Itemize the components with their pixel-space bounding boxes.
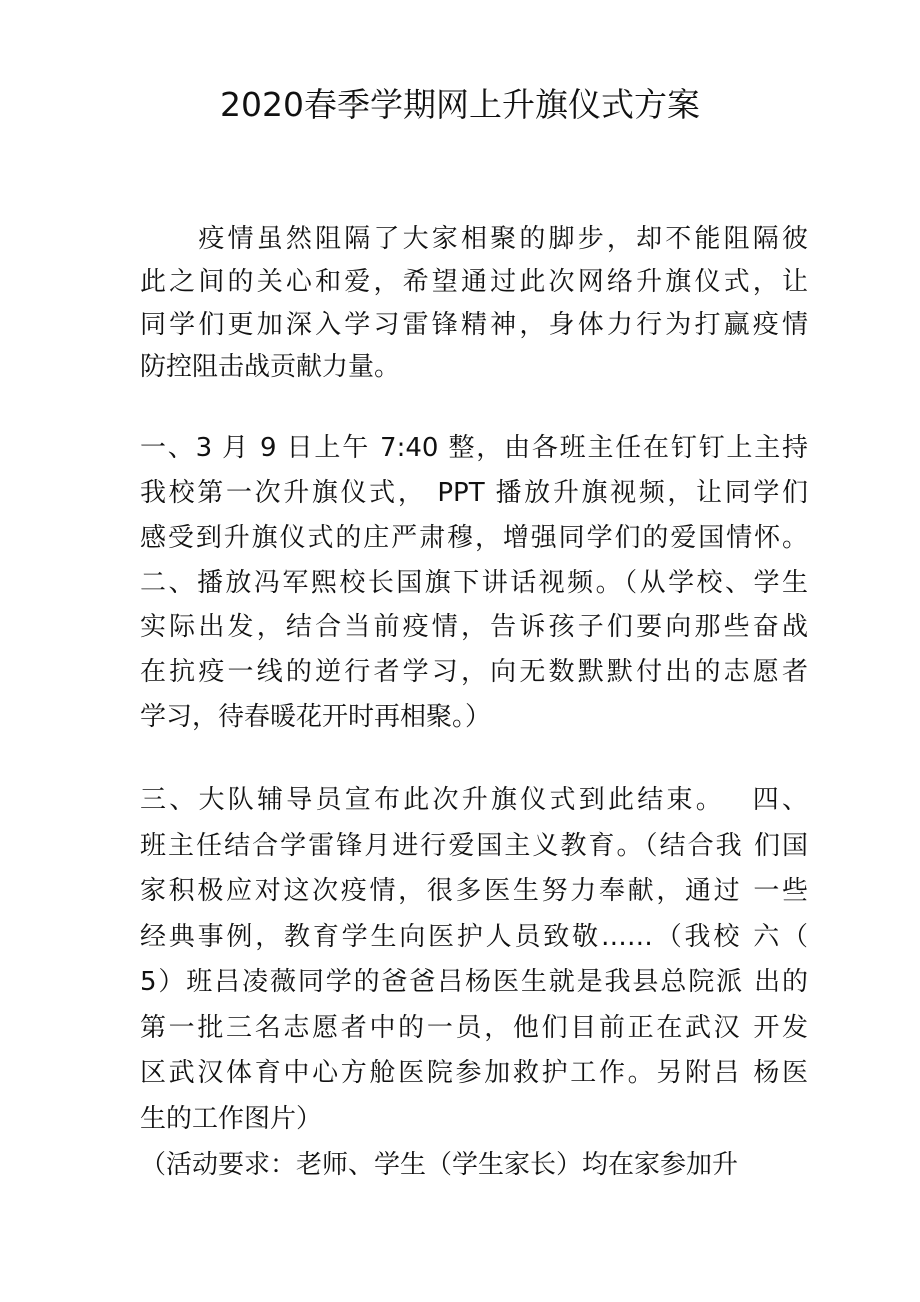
text-line: 经典事例，教育学生向医护人员致敬……（我校 六（ [140, 922, 808, 952]
text-line: 感受到升旗仪式的庄严肃穆，增强同学们的爱国情怀。 [140, 523, 808, 553]
text-line: 第一批三名志愿者中的一员，他们目前正在武汉 开发 [140, 1013, 808, 1043]
text-line: 家积极应对这次疫情，很多医生努力奉献，通过 一些 [140, 876, 808, 906]
text-line: 二、播放冯军熙校长国旗下讲话视频。（从学校、学生 [140, 568, 808, 598]
text-line: 三、大队辅导员宣布此次升旗仪式到此结束。 四、 [140, 785, 808, 815]
text-line: 5）班吕凌薇同学的爸爸吕杨医生就是我县总院派 出的 [140, 967, 808, 997]
text-line: 我校第一次升旗仪式， PPT 播放升旗视频，让同学们 [140, 478, 808, 508]
text-line: 区武汉体育中心方舱医院参加救护工作。另附吕 杨医 [140, 1058, 808, 1088]
text-line: 生的工作图片） [140, 1104, 323, 1134]
text-line: 同学们更加深入学习雷锋精神，身体力行为打赢疫情 [140, 310, 808, 340]
text-line: 学习，待春暖花开时再相聚。） [140, 702, 492, 732]
text-line: 在抗疫一线的逆行者学习，向无数默默付出的志愿者 [140, 657, 808, 687]
text-line: （活动要求：老师、学生（学生家长）均在家参加升 [140, 1150, 739, 1180]
text-line: 此之间的关心和爱，希望通过此次网络升旗仪式，让 [140, 267, 808, 297]
text-line: 班主任结合学雷锋月进行爱国主义教育。（结合我 们国 [140, 831, 808, 861]
text-line: 疫情虽然阻隔了大家相聚的脚步，却不能阻隔彼 [140, 224, 808, 254]
text-line: 防控阻击战贡献力量。 [140, 352, 401, 382]
document-title: 2020春季学期网上升旗仪式方案 [220, 85, 700, 124]
text-line: 一、3 月 9 日上午 7:40 整，由各班主任在钉钉上主持 [140, 433, 808, 463]
text-line: 实际出发，结合当前疫情，告诉孩子们要向那些奋战 [140, 612, 808, 642]
